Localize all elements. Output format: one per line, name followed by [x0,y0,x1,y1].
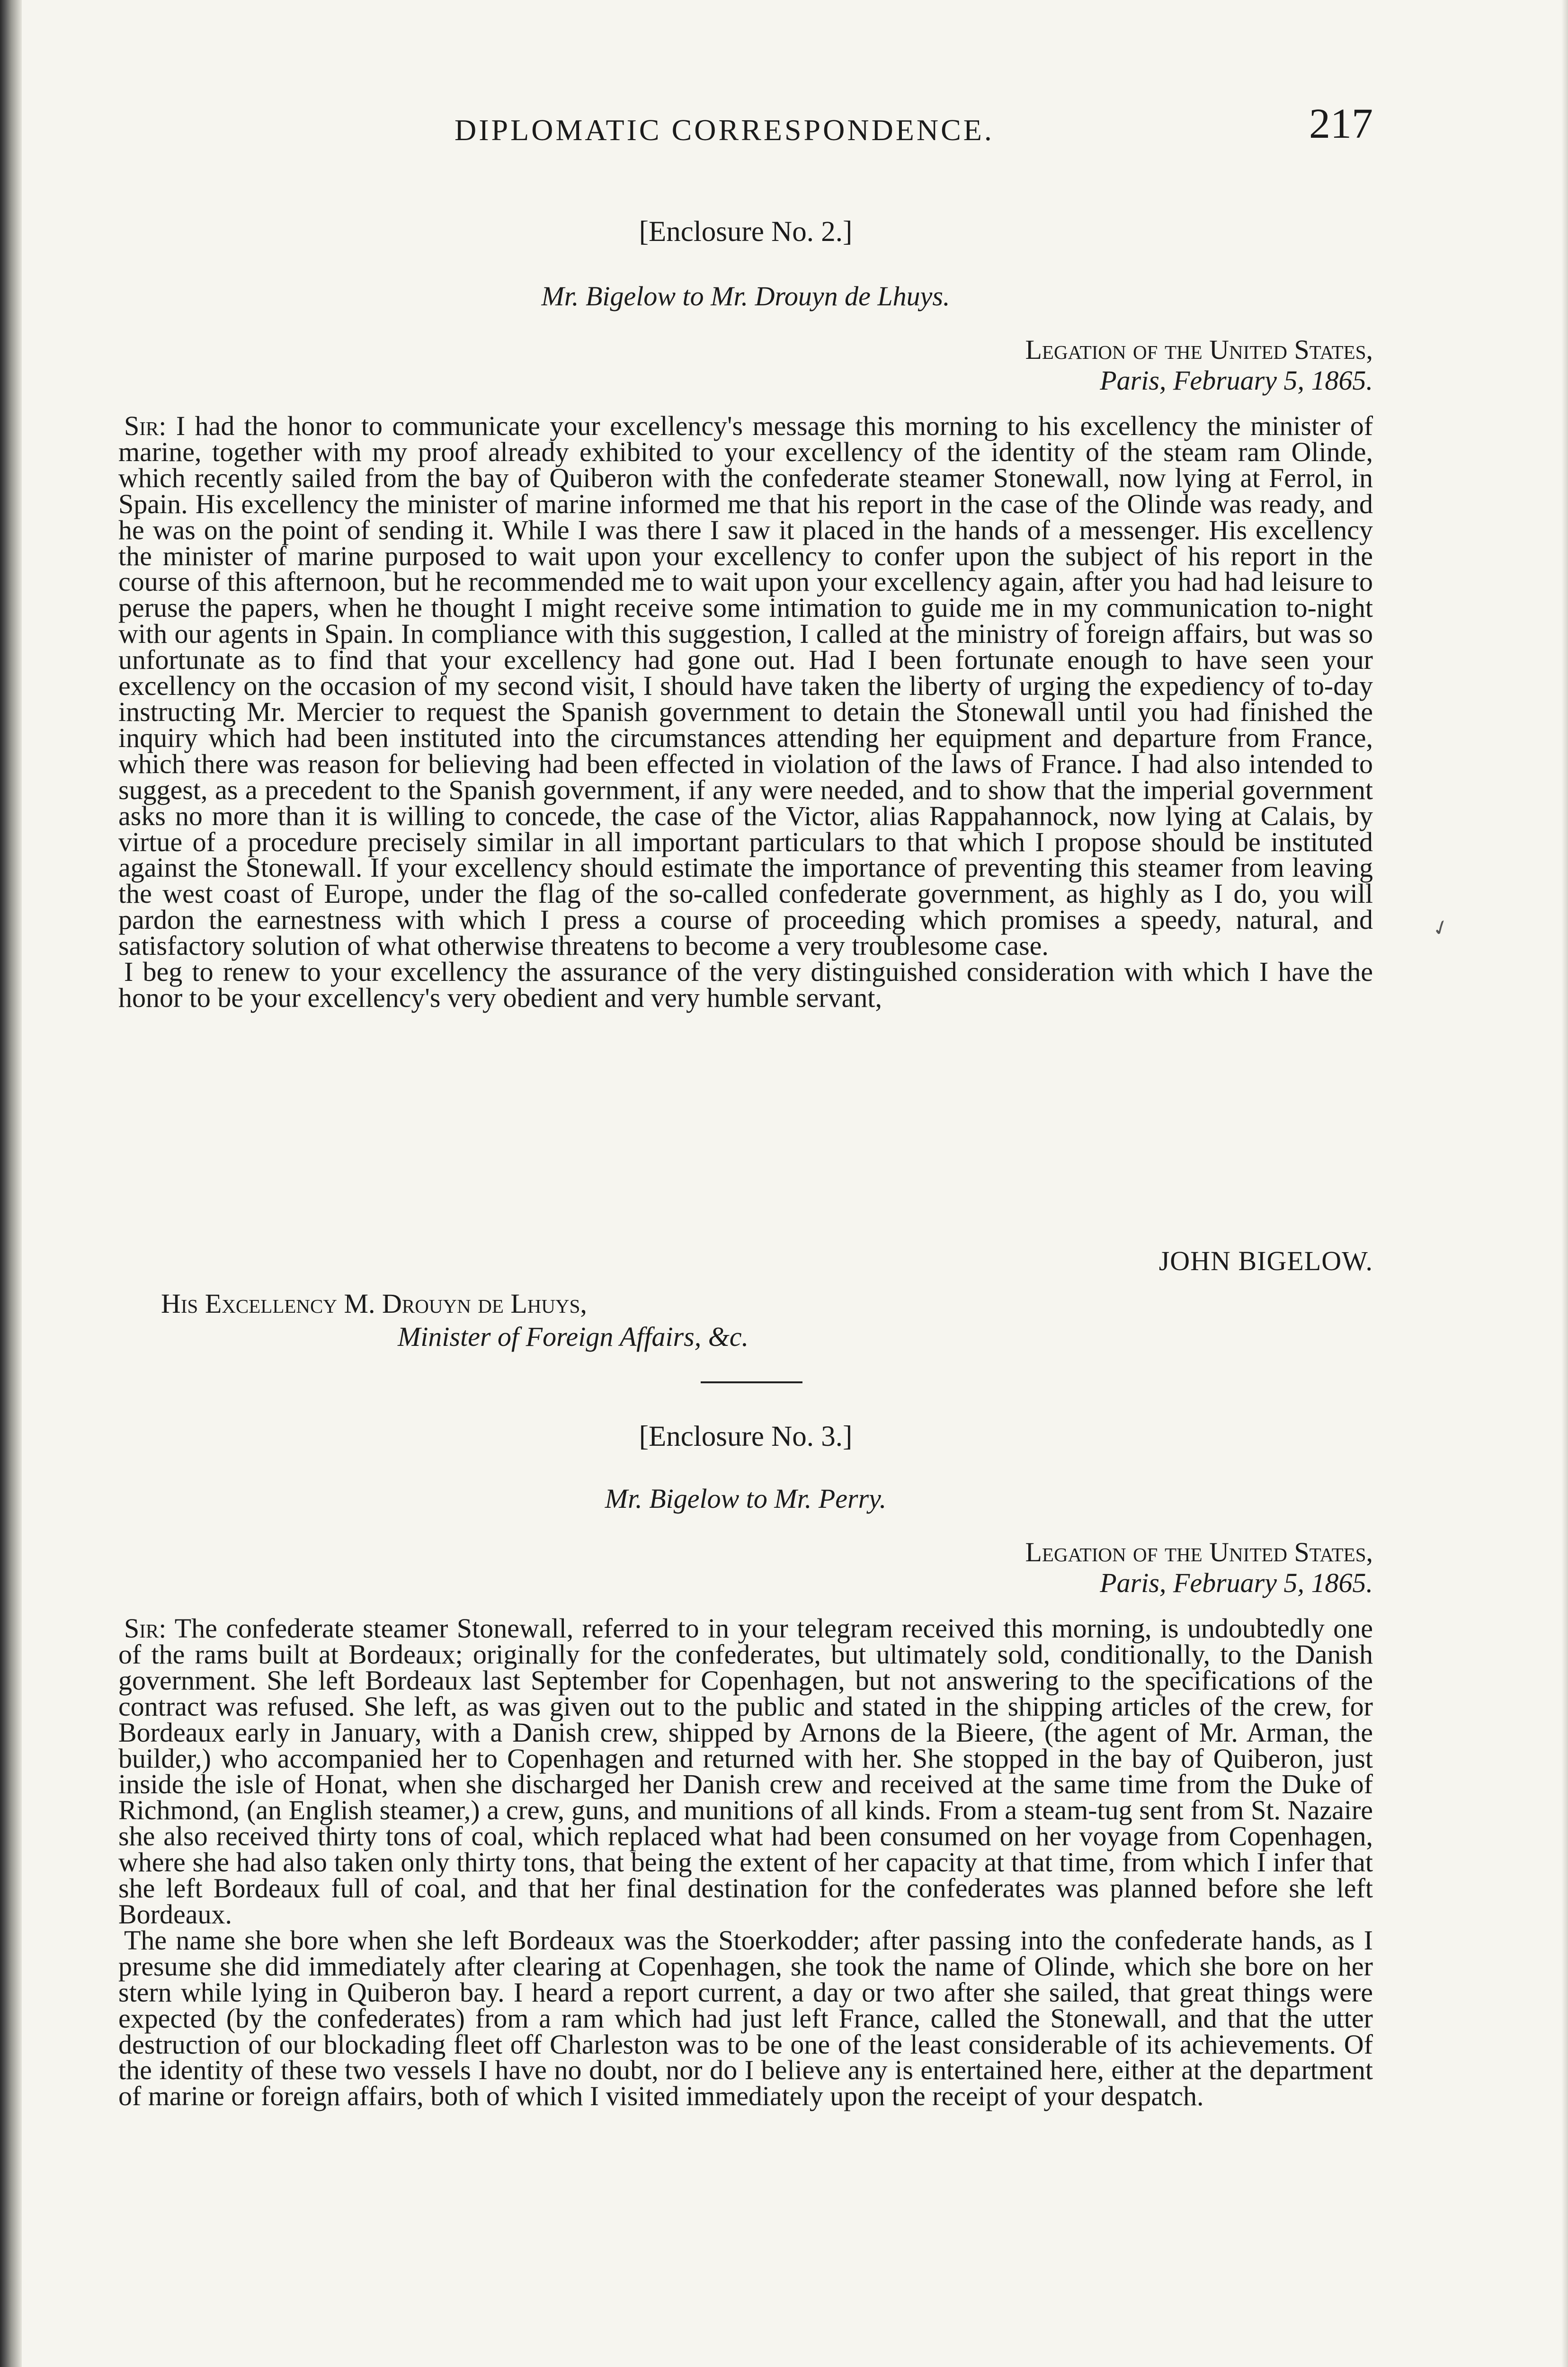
enclosure-3-body [118,1613,1373,2112]
enclosure-3-place: Legation of the United States, [1025,1537,1373,1567]
page-number: 217 [1309,100,1373,147]
enclosure-3-paragraph-2: The name she bore when she left Bordeaux was the Stoerkodder; after passing into the confederate hands, as I presume she did immediately after clearing at Copenhagen, she took the name of Olinde, which she bore on her stern while lying in Quiberon bay. I heard a report current, a day or two after she sailed, that great things were expected (by the confederates) from a ram which had just left France, called the Stonewall, and that the utter destruction of our blockading fleet off Charleston was to be one of the least considerable of its achievements. Of the identity of these two vessels I have no doubt, nor do I believe any is entertained here, either at the department of marine or foreign affairs, both of which I visited immediately upon the receipt of your despatch. [118,1924,1373,2112]
salutation: Sir: [124,410,167,441]
signature: JOHN BIGELOW. [1158,1246,1373,1276]
section-divider [701,1381,802,1383]
enclosure-2-paragraph-2: I beg to renew to your excellency the assurance of the very distinguished consideration with which I have the honor to be your excellency's very obedient and very humble servant, [118,956,1373,1013]
enclosure-3-paragraph-1 [118,1613,1373,1930]
running-head [118,99,1373,156]
page-binding-edge [0,0,22,2367]
enclosure-3-date: Paris, February 5, 1865. [1100,1567,1373,1598]
enclosure-2-label: [Enclosure No. 2.] [639,216,853,248]
enclosure-2-place: Legation of the United States, [1025,334,1373,365]
enclosure-2-body [118,410,1373,1013]
enclosure-2-paragraph-1 [118,410,1373,961]
addressee-title: Minister of Foreign Affairs, &c. [398,1321,749,1352]
enclosure-2-heading: Mr. Bigelow to Mr. Drouyn de Lhuys. [541,281,950,311]
salutation: Sir: [124,1613,167,1644]
enclosure-3-label: [Enclosure No. 3.] [639,1421,853,1452]
addressee-name: His Excellency M. Drouyn de Lhuys, [161,1288,587,1319]
paragraph-text: The confederate steamer Stonewall, referred to in your telegram received this morning, is undoubtedly one of the rams built at Bordeaux; originally for the confederates, but ultimately sold, conditionally, to the Danish government. She left Bordeaux last September for Copenhagen, but not answering to the specifications of the contract was refused. She left, as was given out to the public and stated in the shipping articles of the crew, for Bordeaux early in January, with a Danish crew, shipped by Arnons de la Bieere, (the agent of Mr. Arman, the builder,) who accompanied her to Copenhagen and returned with her. She stopped in the bay of Quiberon, just inside the isle of Honat, when she discharged her Danish crew and received at the same time from the Duke of Richmond, (an English steamer,) a crew, guns, and munitions of all kinds. From a steam-tug sent from St. Nazaire she also received thirty tons of coal, which replaced what had been consumed on her voyage from Copenhagen, where she had also taken only thirty tons, that being the extent of her capacity at that time, from which I infer that she left Bordeaux full of coal, and that her final destination for the confederates was planned before she left Bordeaux. [118,1613,1373,1930]
enclosure-2-date: Paris, February 5, 1865. [1100,365,1373,396]
enclosure-3-heading: Mr. Bigelow to Mr. Perry. [605,1483,887,1514]
running-head-title: DIPLOMATIC CORRESPONDENCE. [454,113,994,147]
margin-pencil-mark: ✓ [1428,914,1453,942]
paragraph-text: I had the honor to communicate your excellency's message this morning to his excellency the minister of marine, together with my proof already exhibited to your excellency of the identity of the steam ram Olinde, which recently sailed from the bay of Quiberon with the confederate steamer Stonewall, now lying at Ferrol, in Spain. His excellency the minister of marine informed me that his report in the case of the Olinde was ready, and he was on the point of sending it. While I was there I saw it placed in the hands of a messenger. His excellency the minister of marine purposed to wait upon your excellency to confer upon the subject of his report in the course of this afternoon, but he recommended me to wait upon your excellency again, after you had had leisure to peruse the papers, when he thought I might receive some intimation to guide me in my communication to-night with our agents in Spain. In compliance with this suggestion, I called at the ministry of foreign affairs, but was so unfortunate as to find that your excellency had gone out. Had I been fortunate enough to have seen your excellency on the occasion of my second visit, I should have taken the liberty of urging the expediency of to-day instructing Mr. Mercier to request the Spanish government to detain the Stonewall until you had finished the inquiry which had been instituted into the circumstances attending her equipment and departure from France, which there was reason for believing had been effected in violation of the laws of France. I had also intended to suggest, as a precedent to the Spanish government, if any were needed, and to show that the imperial government asks no more than it is willing to concede, the case of the Victor, alias Rappahannock, now lying at Calais, by virtue of a procedure precisely similar in all important particulars to that which I propose should be instituted against the Stonewall. If your excellency should estimate the importance of preventing this steamer from leaving the west coast of Europe, under the flag of the so-called confederate government, as highly as I do, you will pardon the earnestness with which I press a course of proceeding which promises a speedy, natural, and satisfactory solution of what otherwise threatens to become a very troublesome case. [118,410,1373,961]
page-right-edge [1561,0,1568,2367]
